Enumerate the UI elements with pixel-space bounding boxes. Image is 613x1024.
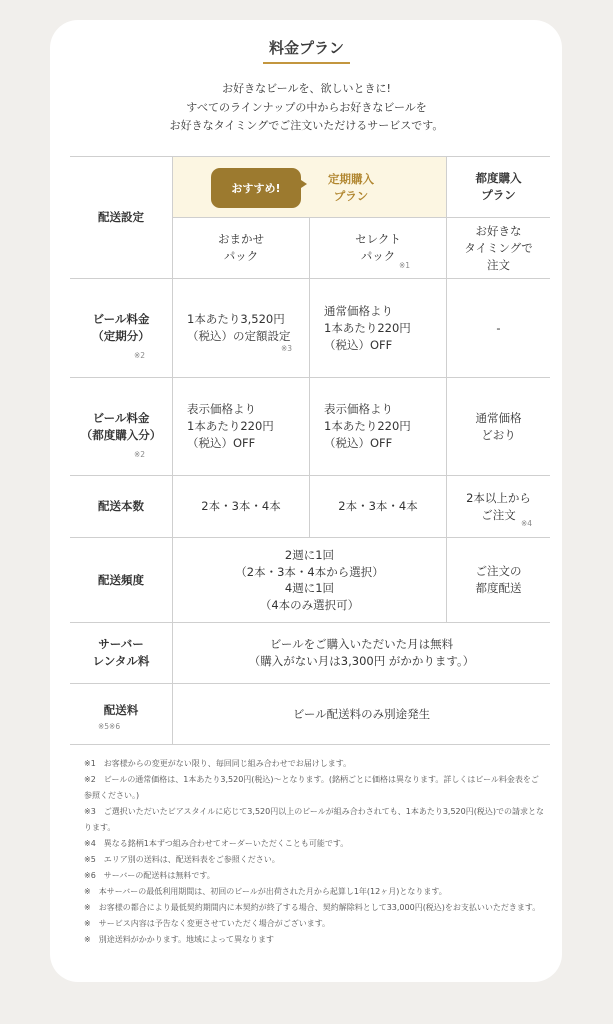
count-tsudo-note: ※4 [521, 519, 533, 528]
count-tsudo: 2本以上から ご注文 [466, 490, 531, 522]
teiki-plan-header: 定期購入 プラン [328, 172, 374, 203]
beer-teiki-omakase: 1本あたり3,520円 （税込）の定額設定 [187, 312, 291, 343]
beer-tsudo-omakase: 表示価格より 1本あたり220円 （税込）OFF [187, 402, 274, 450]
footnote: ※ お客様の都合により最低契約期間内に本契約が終了する場合、契約解除料として33,000円(税込)をお支払いいただきます。 [84, 903, 541, 912]
footnote: ※ サービス内容は予告なく変更させていただく場合がございます。 [84, 919, 331, 928]
footnote: ※6 サーバーの配送料は無料です。 [84, 871, 215, 880]
row-label-delivery-setting: 配送設定 [98, 210, 144, 224]
shipping-label-note: ※5※6 [98, 722, 121, 731]
page-title: 料金プラン [0, 37, 613, 64]
tsudo-plan-header: 都度購入 プラン [475, 171, 522, 202]
row-label-shipping: 配送料 [103, 702, 139, 717]
beer-tsudo-tsudo: 通常価格 どおり [475, 410, 522, 442]
intro-text: お好きなビールを、欲しいときに! すべてのラインナップの中からお好きなビールを お好きなタイミングでご注文いただけるサービスです。 [169, 82, 444, 132]
footnotes [84, 756, 544, 948]
count-omakase: 2本・3本・4本 [201, 499, 281, 513]
count-select: 2本・3本・4本 [338, 499, 418, 513]
footnote: ※4 異なる銘柄1本ずつ組み合わせてオーダーいただくことも可能です。 [84, 839, 349, 848]
footnote: ※3 ご選択いただいたビアスタイルに応じて3,520円以上のビールが組み合わされても、1本あたり3,520円(税込)での請求となります。 [84, 807, 544, 832]
select-pack-header: セレクト パック [355, 232, 401, 263]
row-label-frequency: 配送頻度 [98, 572, 144, 587]
server-rental-value: ビールをご購入いただいた月は無料 （購入がない月は3,300円 がかかります。） [248, 637, 475, 668]
beer-tsudo-select: 表示価格より 1本あたり220円 （税込）OFF [324, 402, 411, 450]
footnote: ※2 ビールの通常価格は、1本あたり3,520円(税込)～となります。(銘柄ごとに価格は異なります。詳しくはビール料金表をご参照ください。) [84, 775, 539, 800]
select-note: ※1 [399, 261, 411, 270]
beer-teiki-select: 通常価格より 1本あたり220円 （税込）OFF [324, 303, 411, 352]
frequency-tsudo: ご注文の 都度配送 [475, 564, 522, 595]
beer-tsudo-label-note: ※2 [134, 450, 146, 459]
footnote: ※ 本サーバーの最低利用期間は、初回のビールが出荷された月から起算し1年(12ヶ月)となります。 [84, 887, 447, 896]
beer-teiki-omakase-note: ※3 [281, 344, 293, 353]
badge-pointer [298, 178, 307, 190]
row-label-server-rental: サーバー レンタル料 [92, 637, 150, 668]
footnote: ※5 エリア別の送料は、配送料表をご参照ください。 [84, 855, 280, 864]
beer-teiki-tsudo: - [496, 320, 501, 335]
tsudo-sub-header: お好きな タイミングで 注文 [464, 223, 533, 272]
shipping-value: ビール配送料のみ別途発生 [292, 706, 431, 721]
footnote: ※1 お客様からの変更がない限り、毎回同じ組み合わせでお届けします。 [84, 759, 352, 768]
omakase-pack-header: おまかせ パック [218, 232, 264, 263]
row-label-beer-tsudo: ビール料金 （都度購入分） [80, 410, 162, 442]
beer-teiki-label-note: ※2 [134, 351, 146, 360]
recommended-badge: おすすめ! [211, 168, 301, 208]
footnote: ※ 別途送料がかかります。地域によって異なります [84, 935, 275, 944]
frequency-teiki: 2週に1回 （2本・3本・4本から選択） 4週に1回 （4本のみ選択可） [235, 548, 384, 612]
row-label-count: 配送本数 [98, 499, 144, 513]
row-label-beer-teiki: ビール料金 （定期分） [92, 312, 150, 343]
